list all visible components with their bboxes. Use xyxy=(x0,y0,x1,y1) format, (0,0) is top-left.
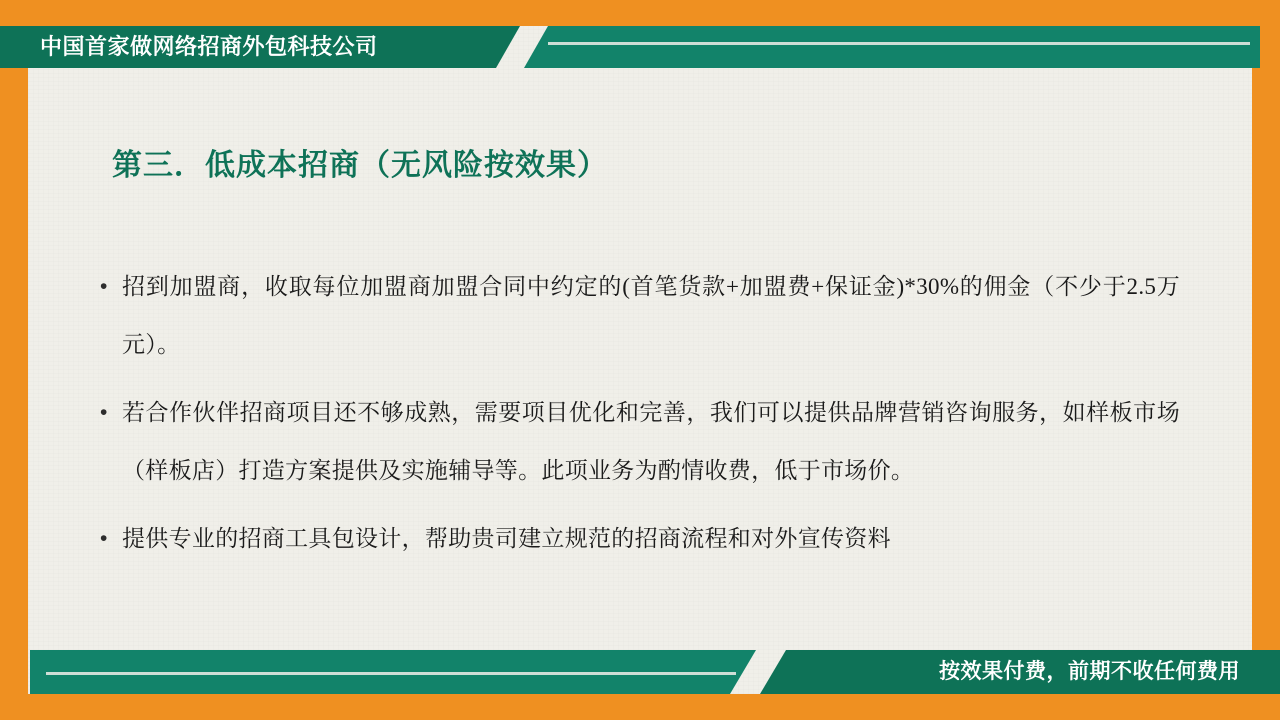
list-item xyxy=(100,384,1180,500)
list-item-text: 提供专业的招商工具包设计，帮助贵司建立规范的招商流程和对外宣传资料 xyxy=(122,526,891,551)
list-item-text: 招到加盟商，收取每位加盟商加盟合同中约定的(首笔货款+加盟费+保证金)*30%的佣金（不少于2.5万元）。 xyxy=(122,274,1180,357)
header-bar xyxy=(0,26,1280,68)
bullet-marker-icon: • xyxy=(100,401,108,424)
footer-text: 按效果付费，前期不收任何费用 xyxy=(939,660,1240,683)
header-bar-rule xyxy=(548,42,1250,45)
page-title: 第三．低成本招商（无风险按效果） xyxy=(112,149,608,182)
footer-bar-rule xyxy=(46,672,736,675)
bullet-marker-icon: • xyxy=(100,527,108,550)
header-bar-accent-shape xyxy=(524,26,1260,68)
list-item xyxy=(100,258,1180,374)
list-item xyxy=(100,510,1180,568)
list-item-text: 若合作伙伴招商项目还不够成熟，需要项目优化和完善，我们可以提供品牌营销咨询服务，如样板市场（样板店）打造方案提供及实施辅导等。此项业务为酌情收费，低于市场价。 xyxy=(122,400,1180,483)
header-title: 中国首家做网络招商外包科技公司 xyxy=(40,34,378,59)
footer-bar xyxy=(0,650,1280,694)
bullet-list xyxy=(100,258,1180,578)
bullet-marker-icon: • xyxy=(100,275,108,298)
